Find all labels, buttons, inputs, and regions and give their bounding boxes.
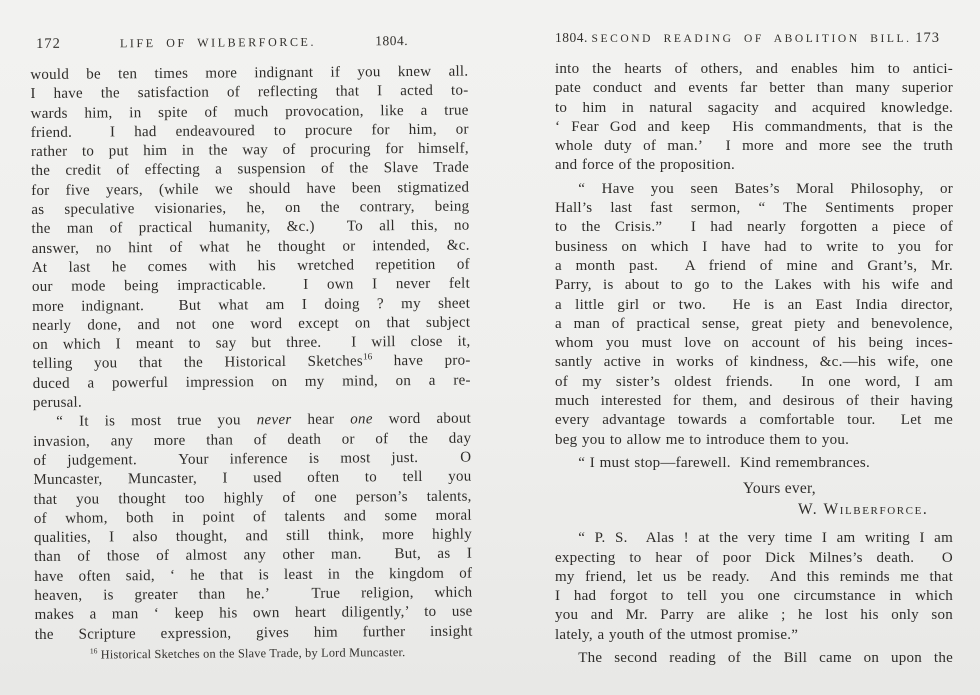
text-line: Hall’s last fast sermon, “ The Sentiments proper [555,200,953,217]
left-page-header [36,33,408,53]
left-running-title: LIFE OF WILBERFORCE. [119,34,317,51]
text-line: to him in natural sagacity and acquired knowledge. [555,99,953,116]
text-line: qualities, I also thought, and still think, more highly [33,526,472,547]
text-line: the credit of effecting a suspension of the Slave Trade [31,160,470,180]
left-page-number: 172 [35,35,61,52]
text-line: Muncaster, Muncaster, I used often to tell you [33,468,472,489]
right-running-title: SECOND READING OF ABOLITION BILL. [591,33,912,45]
text-line: The second reading of the Bill came on upon the [578,650,953,667]
text-line: a month past. A friend of mine and Grant’s, Mr. [555,257,953,274]
left-year-label: 1804. [375,33,409,49]
text-line: would be ten times more indignant if you knew all. [30,63,469,83]
text-line: the Scripture expression, gives him further insight [34,623,473,643]
text-line: to the Crisis.” I had nearly forgotten a piece of [555,219,953,236]
signature-valediction: Yours ever, [743,480,816,498]
text-line: on which I meant to say but three. I will close it, [32,333,471,354]
text-line: business on which I have had to write to you for [555,238,953,255]
text-line: Parry, is about to go to the Lakes with his wife and [555,277,953,294]
text-line: beg you to allow me to introduce them to you. [555,431,850,448]
text-line: I have the satisfaction of reflecting that I acted to- [30,82,469,103]
text-line: “ I must stop—farewell. Kind remembrances. [578,454,871,471]
text-line: than of those of almost any other man. But, as I [34,545,473,566]
text-line: santly active in works of kindness, &c.—his wife, one [555,354,953,371]
text-line: of my sister’s oldest friends. In one word, I am [555,373,953,390]
text-line: invasion, any more than of death or of the day [33,430,472,450]
right-page-body [555,60,953,668]
right-year-label: 1804. [555,30,588,45]
left-page [30,33,473,663]
text-line: nearly done, and not one word except on that subject [32,314,471,334]
paragraph [555,60,953,176]
paragraph [30,63,471,414]
text-line: “ Have you seen Bates’s Moral Philosophy, or [578,180,953,197]
text-line: wards him, in spite of much provocation, like a true [30,102,469,122]
text-line: whom you must love on account of his being inces- [555,335,953,352]
footnote: $^{16}$ Historical Sketches on the Slave Trade, by Lord Muncaster. [89,644,406,662]
text-line: telling you that the Historical Sketches$^{16}$ have pro- [32,352,471,373]
text-line: duced a powerful impression on my mind, on a re- [32,372,471,392]
text-line: expecting to hear of poor Dick Milnes’s death. O [555,549,953,566]
text-line: At last he comes with his wretched repetition of [31,256,470,276]
text-line: more indignant. But what am I doing ? my sheet [32,295,471,315]
text-line: perusal. [32,394,83,412]
text-line: answer, no hint of what he thought or intended, &c. [31,237,470,257]
text-line: lately, a youth of the utmost promise.” [555,626,799,643]
text-line: makes a man ‘ keep his own heart diligently,’ to use [34,603,473,624]
text-line: of whom, both in point of talents and some moral [33,507,472,527]
text-line: whole duty of man.’ I more and more see the truth [555,138,953,155]
paragraph [555,529,953,645]
text-line: heaven, is greater than he.’ True religion, which [34,584,473,604]
right-page-number: 173 [915,30,940,46]
paragraph [555,649,953,668]
right-page-header [555,30,940,47]
signature-name: W. Wilberforce. [798,501,929,519]
text-line: pate conduct and events far better than many superior [555,80,953,97]
paragraph [555,454,953,473]
text-line: you and Mr. Parry are alike ; he lost his only son [555,607,953,624]
right-page [555,30,953,668]
text-line: friend. I had endeavoured to procure for him, or [30,121,469,141]
paragraph [555,180,953,450]
text-line: that you thought too highly of one person’s talents, [33,488,472,508]
text-line: “ It is most true you never hear one word about [56,410,472,431]
text-line: ‘ Fear God and keep His commandments, that is the [555,118,953,135]
left-page-body [30,63,473,663]
text-line: every advantage towards a comfortable tour. Let me [555,412,953,429]
text-line: rather to put him in the way of procuring for himself, [30,140,469,161]
signature [555,478,953,520]
text-line: of judgement. Your inference is most just. O [33,449,472,469]
text-line: into the hearts of others, and enables him to antici- [555,61,953,77]
text-line: much interested for them, and desirous of their having [555,393,953,410]
text-line: a man of practical sense, great piety and benevolence, [555,315,953,332]
text-line: our mode being impracticable. I own I never felt [31,275,471,296]
text-line: for five years, (while we should have been stigmatized [31,179,470,199]
text-line: as speculative visionaries, he, on the contrary, being [31,198,470,219]
text-line: “ P. S. Alas ! at the very time I am writing I am [578,530,953,547]
text-line: have often said, ‘ he that is least in the kingdom of [34,565,473,585]
text-line: the man of practical humanity, &c.) To all this, no [31,217,470,238]
text-line: a little girl or two. He is an East India director, [555,296,953,313]
text-line: I had forgot to tell you one circumstance in which [555,588,953,605]
text-line: and force of the proposition. [555,157,736,174]
text-line: my friend, let us be ready. And this reminds me that [555,568,953,585]
paragraph [33,410,473,645]
